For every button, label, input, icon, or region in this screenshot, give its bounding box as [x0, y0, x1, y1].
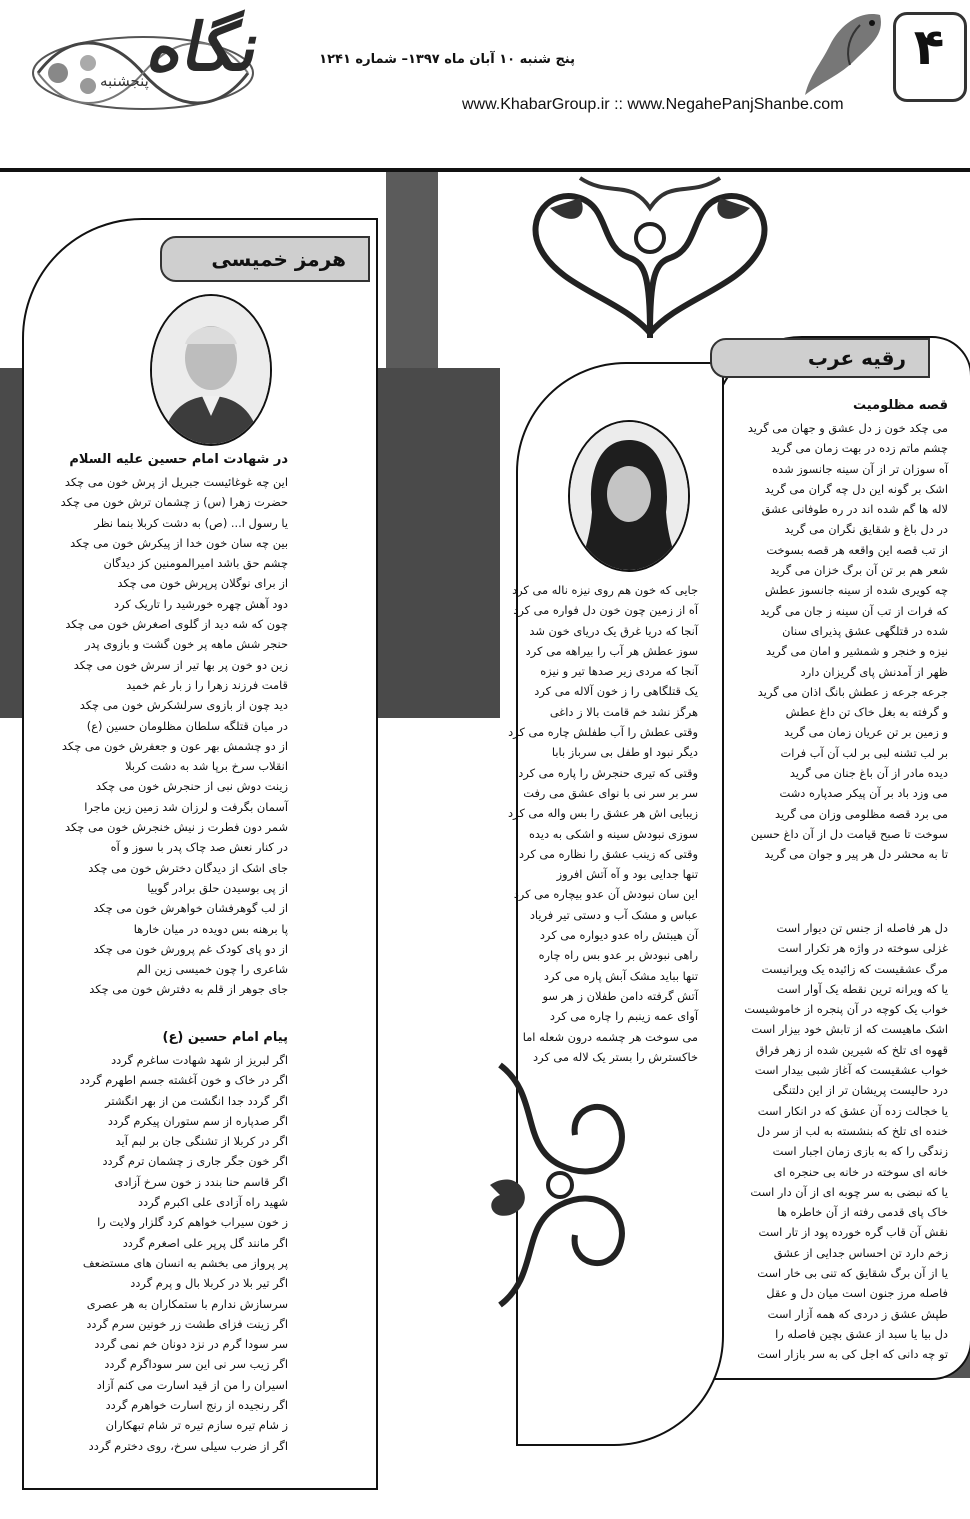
- poem-line: شده در قتلگهی عشق پذیرای سنان: [782, 623, 948, 638]
- poem-line: مرگ عشقیست که زائیده یک ویرانیست: [761, 961, 948, 976]
- poem-line: چون که شه دید از گلوی اصغرش خون می چکد: [65, 617, 288, 632]
- poem-line: وقتی که تیری حنجرش را پاره می کرد: [518, 765, 698, 780]
- poem-line: دل بیا یا سبد از عشق بچین فاصله را: [775, 1326, 948, 1341]
- poem-line: فاصله مرز جنون است میان دل و عقل: [766, 1286, 948, 1301]
- poem-line: جای اشک از دیدگان دخترش خون می چکد: [88, 860, 288, 875]
- poem-line: خانه ای سوخته در خانه بی حنجره ای: [773, 1164, 948, 1179]
- poem-line: جای جوهر از قلم به دفترش خون می چکد: [89, 982, 288, 997]
- header-rule: [0, 168, 970, 172]
- poem-line: یا که نبضی به سر چوبه ای از آن دار است: [750, 1184, 948, 1199]
- poem-line: وقتی عطش را آب طفلش چاره می کرد: [508, 725, 698, 740]
- poem-line: دود آهش چهره خورشید را تاریک کرد: [114, 596, 288, 611]
- author-photo-female: [568, 420, 690, 572]
- poem-line: و زمین بر تن عریان زمان می گرید: [784, 725, 948, 740]
- poem-line: شعر هم بر تن آن برگ خزان می گرید: [770, 563, 948, 578]
- page-number: ۴: [913, 18, 945, 76]
- poem-line: حضرت زهرا (س) ز چشمان ترش خون می چکد: [60, 495, 288, 510]
- poem-right-2: [720, 918, 948, 1365]
- poem-line: آنجا که دریا غرق یک دریای خون شد: [529, 623, 698, 638]
- poem-line: زیبایی اش هر عشق را بس واله می کرد: [507, 806, 698, 821]
- poem-line: تو چه دانی که اجل کی به سر بازار است: [757, 1347, 948, 1362]
- poem-line: اگر صدپاره از سم ستوران پیکرم گردد: [107, 1113, 288, 1128]
- poem-line: ظهر از آمدنش پای گریزان دارد: [800, 664, 948, 679]
- poem-line: از تب قصه این واقعه هر قصه بسوخت: [766, 542, 948, 557]
- poem-line: دل هر فاصله از جنس تن دیوار است: [776, 921, 948, 935]
- avatar-female-icon: [570, 422, 688, 570]
- website-links[interactable]: www.KhabarGroup.ir :: www.NegahePanjShanbe.com: [462, 96, 844, 113]
- poem-left-1: [24, 472, 288, 1000]
- poem-middle: [450, 580, 698, 1067]
- poem-line: پا برهنه بس دویده در میان خارها: [133, 921, 288, 936]
- poem-line: سر بر سر نی با نوای عشق می رفت: [523, 785, 698, 800]
- poem-line: خاکسترش را بستر یک لاله می کرد: [533, 1049, 698, 1064]
- poem-line: در دل باغ و شقایق نگران می گرید: [784, 522, 948, 537]
- poem-left-2: [24, 1050, 288, 1456]
- poem-line: طپش عشق ز دردی که همه آزار است: [767, 1306, 948, 1321]
- poem-line: بر لب تشنه لبی بر لب آن آب فرات: [780, 745, 948, 760]
- poem-line: اگر لبریز از شهد شهادت ساغرم گردد: [111, 1053, 288, 1067]
- poem-line: آنجا که مردی زیر صدها تیر و نیزه: [540, 664, 698, 679]
- poem-line: از پی بوسیدن حلق برادر گوییا: [147, 880, 288, 895]
- poem-line: خنده ای تلخ که بنشسته به لب از سر دل: [756, 1123, 948, 1138]
- poem-line: اگر خون جگر جاری ز چشمان ترم گردد: [102, 1154, 288, 1169]
- poem-line: حنجر شش ماهه پر خون گشت و بازوی پدر: [84, 637, 288, 652]
- poem-line: اسیران را من از قید اسارت می کنم آزاد: [96, 1377, 288, 1392]
- phoenix-icon: [800, 5, 890, 105]
- poem-line: اگر زیب سر نی این سر سوداگرم گردد: [104, 1357, 288, 1372]
- poem-line: اگر مانند گل پرپر علی اصغرم گردد: [122, 1235, 288, 1250]
- poem-line: دیده مادر از آن باغ جنان می گرید: [789, 766, 948, 781]
- poem-line: وقتی که زینب عشق را نظاره می کرد: [519, 846, 698, 861]
- poem-line: زینت دوش نبی از حنجرش خون می چکد: [95, 779, 288, 794]
- poem-line: و گرفته به بغل خاک تن داغ عطش: [785, 705, 948, 720]
- poem-line: ز شام تیره سازم تیره تر شام تبهکاران: [105, 1418, 288, 1433]
- poem-line: این سان نبودش آن عدو بیچاره می کرد: [513, 887, 698, 902]
- poem-line: یک قتلگاهی را ز خون آلاله می کرد: [534, 684, 698, 699]
- poem-line: انقلاب سرخ برپا شد به دشت کربلا: [125, 759, 288, 774]
- page-header: [0, 0, 970, 160]
- poem-line: لاله ها گم شده اند در ره طوفانی عشق: [761, 502, 948, 517]
- poem-line: می چکد خون ز دل عشق و جهان می گرید: [747, 421, 948, 435]
- poem-line: اشک ماهیست که از تابش خود بیزار است: [751, 1022, 948, 1037]
- poem-line: از برای نوگلان پرپرش خون می چکد: [117, 576, 288, 591]
- poem-title-left-2: پیام امام حسین (ع): [162, 1030, 288, 1045]
- poem-line: بین چه سان خون خدا از پیکرش خون می چکد: [70, 535, 288, 550]
- poem-line: اگر از ضرب سیلی سرخ، روی دخترم گردد: [88, 1438, 288, 1453]
- poem-line: سوزی نبودش سینه و اشکی به دیده: [528, 826, 698, 841]
- poem-line: تنها بباید مشک آبش پاره می کرد: [543, 968, 698, 983]
- poem-line: آسمان بگرفت و لرزان شد زمین زین ماجرا: [84, 799, 288, 814]
- poem-line: اگر قاسم حنا بندد ز خون سرخ آزادی: [114, 1174, 288, 1189]
- author-name-left: هرمز خمیسی: [160, 236, 370, 282]
- poem-line: می برد قصه مظلومی وزان می گرید: [775, 806, 948, 821]
- poem-line: این چه غوغائیست جبریل از پرش خون می چکد: [64, 475, 288, 489]
- poem-title-right: قصه مظلومیت: [852, 398, 948, 413]
- poem-line: زندگی را که به بازی زمان اجبار است: [772, 1144, 948, 1159]
- poem-line: تا به محشر دل هر پیر و جوان می گرید: [764, 847, 948, 862]
- ornament-top-icon: [520, 168, 780, 338]
- poem-line: سر سودا گرم در نزد دونان خم نمی گردد: [94, 1337, 288, 1352]
- poem-line: چه کویری شده از سینه جانسوز عطش: [764, 583, 948, 598]
- poem-line: چشم ماتم زده در بهت زمان می گرید: [770, 441, 948, 456]
- logo-subtitle: پنجشنبه: [100, 72, 149, 90]
- poem-line: شمر دون فطرت ز نیش خنجرش خون می چکد: [65, 820, 288, 835]
- poem-line: قهوه ای تلخ که شیرین شده از زهر فراق: [755, 1042, 948, 1057]
- author-name-right: رقیه عرب: [710, 338, 930, 378]
- poem-line: پر پرواز می بخشم به انسان های مستضعف: [82, 1255, 288, 1270]
- poem-line: اگر گردد جدا انگشت من از بهر انگشتر: [105, 1093, 288, 1108]
- ornament-bottom-icon: [480, 1055, 640, 1315]
- poem-line: یا از آن برگ شقایق که تنی بی خار است: [757, 1266, 948, 1281]
- poem-line: اگر زینت فزای طشت زر خونین سرم گردد: [86, 1316, 288, 1331]
- logo-wordmark: نگاه: [141, 8, 268, 86]
- poem-line: اشک بر گونه این دل چه گران می گرید: [764, 481, 948, 496]
- poem-line: تنها جدایی بود و آه آتش افروز: [556, 867, 698, 882]
- poem-line: از دو پای کودک غم پرورش خون می چکد: [93, 941, 288, 956]
- author-photo-male: [150, 294, 272, 446]
- poem-line: خواب عشقیست که آغاز شبی بیدار است: [754, 1063, 948, 1078]
- poem-line: شهید راه آزادی علی اکبرم گردد: [137, 1195, 288, 1210]
- poem-line: آه از زمین چون خون دل فواره می کرد: [513, 603, 698, 618]
- poem-line: زخم دارد تن احساس جدایی از عشق: [773, 1245, 948, 1260]
- poem-line: اگر در کربلا از تشنگی جان بر لبم آید: [115, 1134, 288, 1149]
- poem-line: عباس و مشک آب و دستی تیر فریاد: [529, 907, 698, 922]
- poem-line: غزلی سوخته در واژه هر تکرار است: [777, 941, 948, 956]
- poem-title-left-1: در شهادت امام حسین علیه السلام: [69, 452, 288, 467]
- poem-line: از لب گوهرفشان خواهرش خون می چکد: [93, 901, 288, 916]
- poem-line: نقش آن قاب گره خورده پود از تار است: [758, 1225, 948, 1240]
- poem-line: خاک پای قدمی رفته از آن خاطره ها: [777, 1205, 948, 1220]
- poem-line: یا که ویرانه ترین نقطه یک آوار است: [776, 981, 948, 996]
- poem-line: آتش گرفته دامن طفلان ز هر سو: [542, 988, 698, 1003]
- poem-line: در میان قتلگه سلطان مظلومان حسین (ع): [86, 718, 288, 733]
- poem-line: اگر رنجیده از رنج اسارت خواهرم گردد: [105, 1398, 288, 1413]
- poem-line: جایی که خون هم روی نیزه ناله می کرد: [512, 583, 698, 597]
- poem-line: آه سوزان تر از آن سینه جانسوز شده: [772, 461, 948, 476]
- poem-line: سرسازش ندارم با ستمکاران به هر عصری: [86, 1296, 288, 1311]
- poem-line: شاعری را چون خمیسی زین الم: [136, 962, 288, 977]
- poem-line: در کنار نعش صد چاک پدر با سوز و آه: [110, 840, 288, 855]
- poem-line: آوای عمه زینبم را چاره می کرد: [549, 1009, 698, 1024]
- poem-line: می وزد باد بر آن پیکر صدپاره دشت: [779, 786, 948, 801]
- poem-line: از دو چشمش بهر عون و جعفرش خون می چکد: [61, 738, 288, 753]
- issue-date: پنج شنبه ۱۰ آبان ماه ۱۳۹۷– شماره ۱۲۴۱: [319, 52, 575, 67]
- poem-line: دید چون از بازوی سرلشکرش خون می چکد: [79, 698, 288, 713]
- poem-line: چشم حق باشد امیرالمومنین کز دیدگان: [103, 556, 288, 571]
- poem-line: سوز عطش هر آب را بیراهه می کرد: [525, 643, 698, 658]
- poem-line: هرگز نشد خم قامت بالا ز داغی: [549, 704, 698, 719]
- poem-line: آن هیبتش راه عدو دیواره می کرد: [539, 928, 698, 943]
- poem-line: دیگر نبود او طفل بی سرباز بابا: [551, 745, 698, 760]
- poem-line: قامت فرزند زهرا را ز بار غم خمید: [126, 677, 288, 692]
- poem-line: ز خون سیراب خواهم کرد گلزار ولایت را: [97, 1215, 288, 1230]
- poem-line: زین دو خون پر بها تیر از سرش خون می چکد: [73, 657, 288, 672]
- poem-line: اگر تیر بلا در کربلا بال و پرم گردد: [130, 1276, 288, 1291]
- avatar-male-icon: [152, 296, 270, 444]
- poem-line: اگر در خاک و خون آغشته جسم اطهرم گردد: [79, 1073, 288, 1088]
- poem-line: خواب یک کوچه در آن پنجره از خاموشیست: [744, 1002, 948, 1017]
- poem-line: سوخت تا صبح قیامت دل از آن داغ حسین: [750, 826, 948, 841]
- poem-line: نیزه و خنجر و شمشیر و امان می گرید: [765, 644, 948, 659]
- poem-right-1: [720, 418, 948, 865]
- poem-line: می سوخت هر چشمه درون شعله اما: [522, 1029, 698, 1044]
- poem-line: راهی نبودش بر عدو بس راه چاره: [538, 948, 698, 963]
- poem-line: جرعه جرعه ز عطش بانگ اذان می گرید: [757, 684, 948, 699]
- poem-line: درد حالیست پریشان تر از این دلتنگی: [772, 1083, 948, 1098]
- poem-line: که فرات از تب آن سینه ز جان می گرید: [760, 603, 948, 618]
- poem-line: یا خجالت زده آن عشق که در انکار است: [757, 1103, 948, 1118]
- poem-line: یا رسول ا... (ص) به دشت کربلا بنما نظر: [94, 515, 288, 530]
